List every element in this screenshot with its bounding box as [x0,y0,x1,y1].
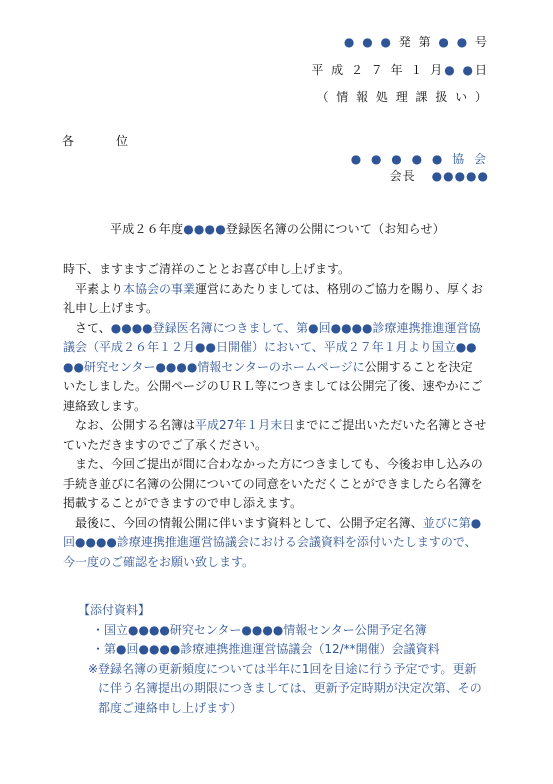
paragraph-6-line-1 [63,514,495,534]
paragraph-6-text-a: 最後に、今回の情報公開に伴います資料として、公開予定名簿、 [63,515,423,530]
paragraph-5-line-1: また、今回ご提出が間に合わなかった方につきましても、今後お申し込みの [63,457,483,471]
paragraph-4-highlight: 平成27年１月末日 [195,418,295,432]
paragraph-5-line-3: 掲載することができますので申し添えます。 [63,496,303,510]
sender-president-marks: ●●●●● [431,169,489,183]
paragraph-4-text-a: なお、公開する名簿は [63,418,196,432]
paragraph-6-line-3: 今一度のご確認をお願い致します。 [63,554,255,569]
paragraph-3-highlight-b: ●●●●登録医名簿につきまして、第●回●●●●診療連携推進運営協 [110,320,481,335]
addressee-part1: 各 [62,134,75,148]
paragraph-6-highlight: 並びに第● [422,515,482,530]
paragraph-4-line-1 [63,416,495,436]
document-date-text: 平 成 ２ ７ 年 １ 月 [311,63,445,77]
document-date [311,61,489,78]
attachments-section [78,601,508,718]
document-title-prefix: 平成２６年度 [110,222,184,236]
paragraph-3-line-4: いたしました。公開ページのＵＲＬ等につきましては公開完了後、速やかにご [63,379,483,393]
addressee-part2: 位 [116,134,129,148]
document-title-marks: ●●●● [183,222,226,236]
document-title-suffix: 登録医名簿の公開について（お知らせ） [225,222,445,236]
attachment-note-line-3: 都度ご連絡申し上げます） [98,700,243,715]
addressee [62,132,128,149]
sender-organization-marks: ● ● ● ● ● [350,152,446,166]
document-number-text: 発 第 [398,35,439,49]
paragraph-3-line-5: 連絡致します。 [63,398,147,413]
paragraph-5-line-2: 手続き並びに名簿の公開についての同意をいただくことができましたら名簿を [63,476,483,491]
handling-note: （ 情 報 処 理 課 扱 い ） [316,90,489,104]
document-title [110,220,445,237]
attachment-note-line-2: に伴う名簿提出の期限につきましては、更新予定時期が決定次第、その [98,681,482,695]
paragraph-2-highlight: 本協会の事業 [123,281,196,296]
attachment-note-line-1: ※登録名簿の更新頻度については半年に1回を目途に行う予定です。更新 [88,661,477,676]
paragraph-2-line-1 [63,280,495,300]
document-date-suffix: 日 [474,63,489,77]
paragraph-3-line-3 [63,358,495,378]
paragraph-3-text-e: 公開することを決定 [364,359,473,374]
sender-organization [351,150,489,167]
paragraph-2-text-c: 運営にあたりましては、格別のご協力を賜り、厚くお [195,281,484,296]
paragraph-2-line-2: 礼申し上げます。 [63,301,159,315]
paragraph-4-text-c: までにご提出いただいた名簿とさせ [294,418,487,432]
sender-organization-suffix: 協 会 [452,152,489,166]
attachment-item-2: ・第●回●●●●診療連携推進運営協議会（12/**開催）会議資料 [92,642,440,656]
document-date-marks: ● ● [444,63,475,77]
attachment-item-1: ・国立●●●●研究センター●●●●情報センター公開予定名簿 [92,622,427,637]
document-number-marks: ● ● ● [343,35,399,49]
document-number-marks-2: ● ● [438,35,475,49]
paragraph-6-line-2: 回●●●●診療連携推進運営協議会における会議資料を添付いたしますので、 [63,535,477,549]
sender-president [390,167,489,184]
paragraph-4-line-2: ていただきますのでご了承ください。 [63,437,268,452]
paragraph-3-text-a: さて、 [63,320,111,335]
document-number [344,33,489,50]
greeting-line: 時下、ますますご清祥のこととお喜び申し上げます。 [63,262,351,276]
attachments-heading: 【添付資料】 [78,603,151,617]
paragraph-3-highlight-d: ●●研究センター●●●●情報センターのホームページに [63,359,365,374]
document-number-suffix: 号 [474,35,489,49]
paragraph-3-line-2: 議会（平成２６年１２月●●日開催）において、平成２７年１月より国立●● [63,340,477,354]
paragraph-3-line-1 [63,319,495,339]
sender-president-label: 会長 [389,169,416,183]
document-body [63,260,495,572]
paragraph-2-text-a: 平素より [63,281,124,296]
